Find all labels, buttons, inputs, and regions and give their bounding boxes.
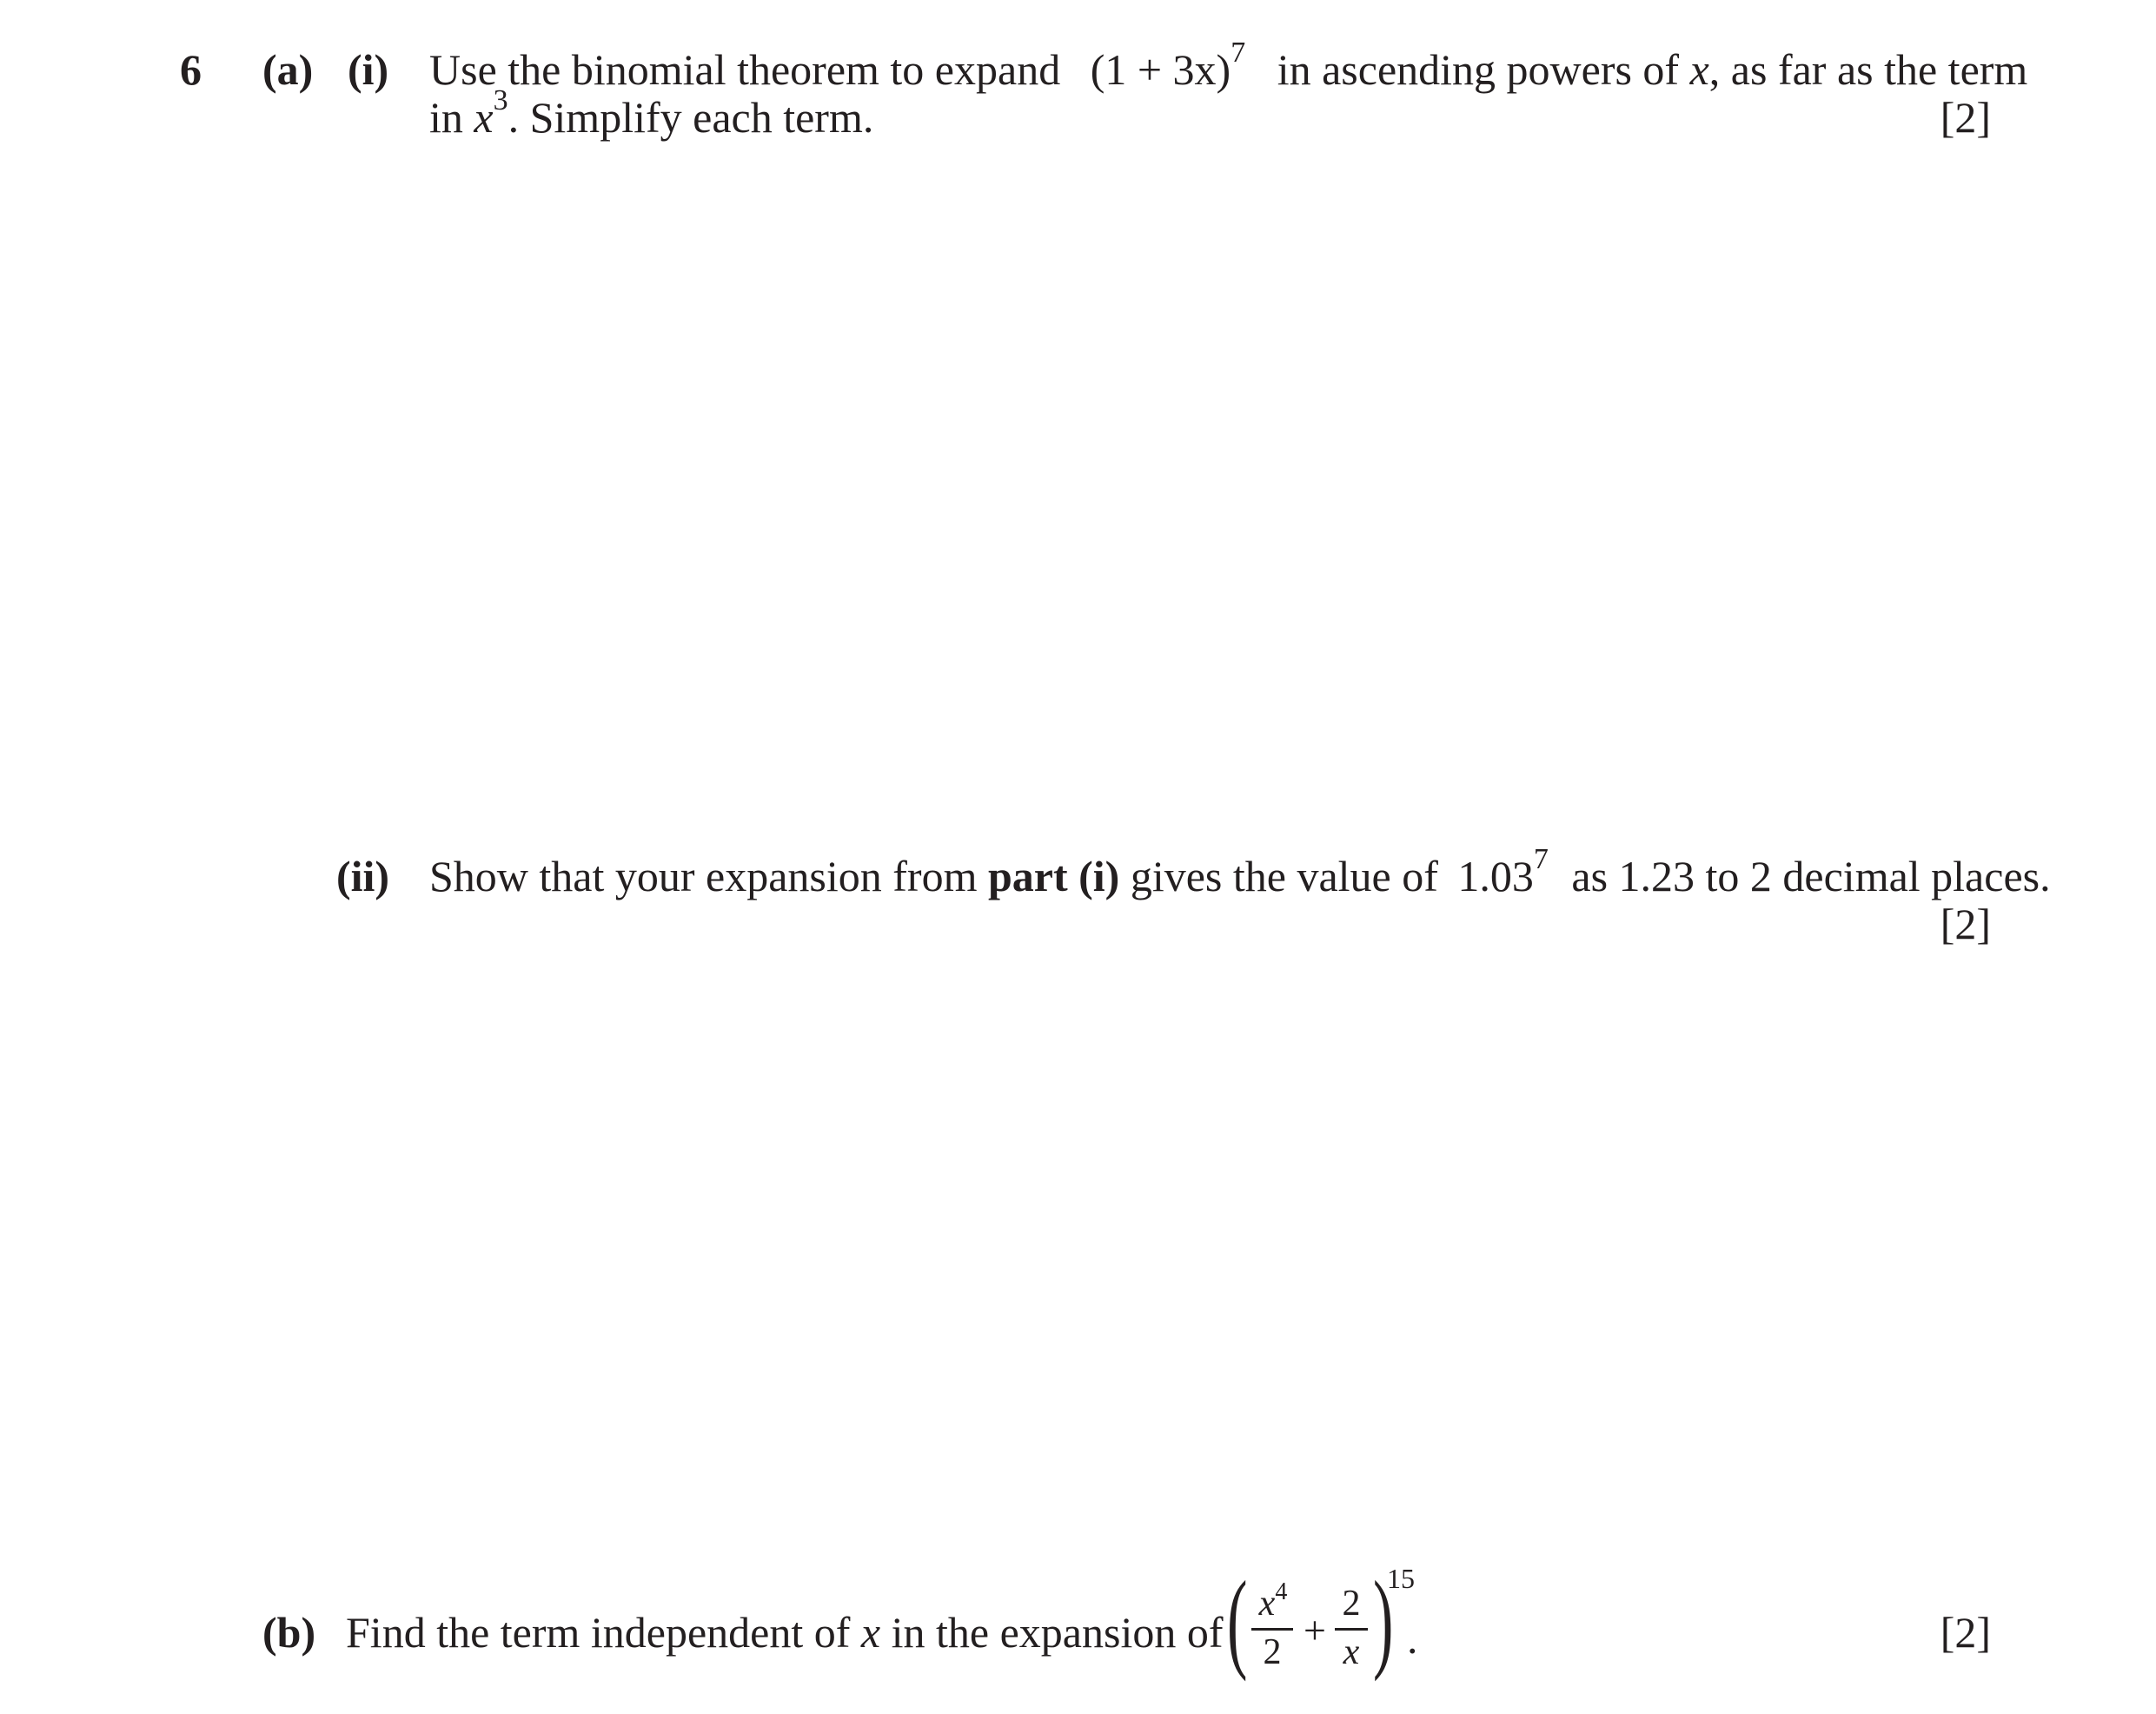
frac1-num-var: x — [1258, 1584, 1276, 1624]
part-a-ii-marks: [2] — [1940, 900, 1991, 948]
part-a-i-line1 — [429, 37, 2028, 94]
part-b-label: (b) — [262, 1608, 316, 1657]
part-a-i-line2-exponent: 3 — [493, 84, 508, 116]
part-b-text-after: in the expansion of — [891, 1608, 1224, 1657]
part-a-label: (a) — [262, 45, 314, 94]
end-punct: . — [1407, 1614, 1418, 1663]
part-a-i-line2 — [429, 84, 874, 142]
part-b-var: x — [860, 1608, 881, 1657]
right-paren: ) — [1373, 1558, 1394, 1682]
part-a-i-text-after: in ascending powers of — [1277, 45, 1680, 94]
binomial-base: (1 + 3x) — [1090, 45, 1231, 94]
binomial-exponent: 7 — [1231, 37, 1246, 69]
frac2-bar — [1335, 1628, 1368, 1631]
part-a-ii-text-before: Show that your expansion from — [429, 852, 978, 900]
plus-sign: + — [1304, 1608, 1326, 1652]
frac2-denominator: x — [1343, 1632, 1360, 1672]
frac1-num-exp: 4 — [1275, 1578, 1288, 1605]
frac2-numerator: 2 — [1342, 1584, 1361, 1624]
part-b-text-before: Find the term independent of — [346, 1608, 851, 1657]
value-exponent: 7 — [1533, 843, 1549, 875]
binomial-expression — [1090, 37, 1257, 94]
part-a-ii-text-after: gives the value of — [1130, 852, 1438, 900]
value-base: 1.03 — [1457, 852, 1534, 900]
part-a-ii-label: (ii) — [336, 852, 390, 900]
part-a-i-line2-var: x — [474, 93, 494, 142]
part-b-text — [346, 1608, 1224, 1657]
frac1-bar — [1251, 1628, 1293, 1631]
part-a-i-var: x — [1689, 45, 1709, 94]
part-a-i-text-tail: , as far as the term — [1708, 45, 2028, 94]
part-a-i-marks: [2] — [1940, 93, 1991, 142]
part-a-ii-line1 — [429, 843, 2051, 900]
part-a-ii-text-end: as 1.23 to 2 decimal places. — [1571, 852, 2051, 900]
frac1-numerator — [1250, 1578, 1297, 1624]
question-number: 6 — [180, 45, 202, 94]
value-expression — [1457, 843, 1559, 900]
part-b-expression — [1227, 1558, 1436, 1686]
part-a-i-line2-suffix: . Simplify each term. — [507, 93, 874, 142]
outer-exponent: 15 — [1387, 1563, 1415, 1594]
frac1-denominator: 2 — [1263, 1632, 1282, 1672]
part-a-i-text-before: Use the binomial theorem to expand — [429, 45, 1061, 94]
left-paren: ( — [1227, 1558, 1248, 1682]
part-b-marks: [2] — [1940, 1608, 1991, 1657]
part-a-i-label: (i) — [348, 45, 389, 94]
part-a-ii-bold: part (i) — [987, 852, 1120, 900]
part-a-i-line2-prefix: in — [429, 93, 463, 142]
